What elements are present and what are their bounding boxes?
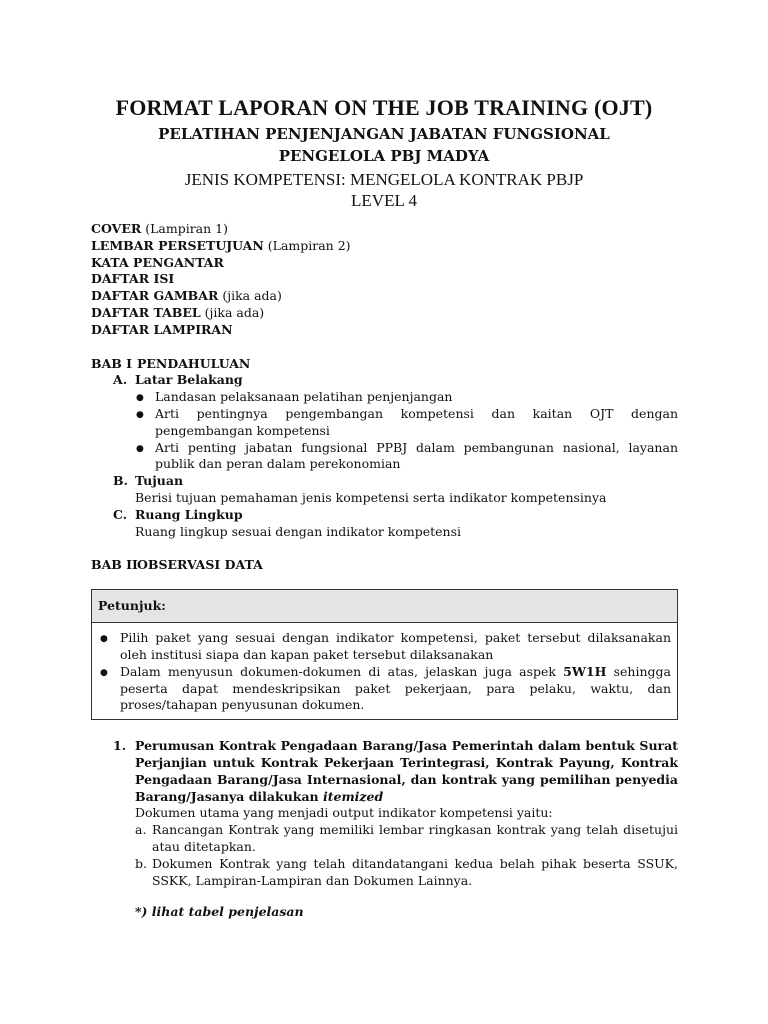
document-subtitle-2: PENGELOLA PBJ MADYA [278, 147, 490, 165]
level-label: LEVEL 4 [351, 191, 417, 210]
list-item: ● Landasan pelaksanaan pelatihan penjenjangan [155, 389, 678, 406]
front-matter-item: COVER (Lampiran 1) [91, 221, 228, 236]
instruction-box [91, 589, 678, 720]
list-item: ● Arti pentingnya pengembangan kompetensi dan kaitan OJT dengan pengembangan kompetensi [155, 406, 678, 440]
chapter-1-heading: BAB I PENDAHULUAN [91, 355, 251, 371]
instruction-box-body [92, 623, 677, 719]
front-matter-item: DAFTAR TABEL (jika ada) [91, 304, 265, 320]
section-a-heading: A. Latar Belakang [113, 372, 243, 388]
output-document-list [135, 822, 678, 889]
instruction-box-title: Petunjuk: [92, 590, 677, 623]
list-item: ● Dalam menyusun dokumen-dokumen di atas, jelaskan juga aspek 5W1H sehingga peserta dapat mendeskripsikan paket pekerjaan, para pelaku, waktu, dan proses/tahapan penyusunan dokumen. [120, 664, 671, 714]
section-b-heading: B. Tujuan [113, 473, 184, 489]
list-item: ● Pilih paket yang sesuai dengan indikator kompetensi, paket tersebut dilaksanakan oleh institusi siapa dan kapan paket tersebut dilaksanakan [120, 630, 671, 664]
observation-item-intro: Dokumen utama yang menjadi output indikator kompetensi yaitu: [135, 805, 553, 821]
front-matter-item: DAFTAR ISI [91, 271, 175, 287]
chapter-2-heading: BAB IIOBSERVASI DATA [91, 557, 263, 573]
list-item: b. Dokumen Kontrak yang telah ditandatangani kedua belah pihak beserta SSUK, SSKK, Lampiran-Lampiran dan Dokumen Lainnya. [135, 855, 678, 888]
list-item: ● Arti penting jabatan fungsional PPBJ dalam pembangunan nasional, layanan publik dan peran dalam perekonomian [155, 440, 678, 474]
document-body [91, 221, 678, 921]
front-matter-item: KATA PENGANTAR [91, 254, 224, 270]
section-b-description: Berisi tujuan pemahaman jenis kompetensi serta indikator kompetensinya [135, 489, 607, 505]
section-c-description: Ruang lingkup sesuai dengan indikator kompetensi [135, 523, 462, 539]
front-matter-item: DAFTAR GAMBAR (jika ada) [91, 288, 282, 304]
list-item: a. Rancangan Kontrak yang memiliki lembar ringkasan kontrak yang telah disetujui atau ditetapkan. [135, 822, 678, 854]
observation-item-1: 1. Perumusan Kontrak Pengadaan Barang/Jasa Pemerintah dalam bentuk Surat Perjanjian untuk Kontrak Pekerjaan Terintegrasi, Kontrak Payung, Kontrak Pengadaan Barang/Jasa Internasional, dan kontrak yang pemilihan penyedia Barang/Jasanya dilakukan itemized Dokumen utama yang menjadi output indikator kompetensi yaitu: a. Rancangan Kontrak yang memiliki lembar ringkasan kontrak yang telah disetujui atau ditetapkan. b. Dokumen Kontrak yang telah ditandatangani kedua belah pihak beserta SSUK, SSKK, Lampiran-Lampiran dan Dokumen Lainnya. [113, 738, 678, 888]
document-title-block [0, 95, 768, 211]
document-title: FORMAT LAPORAN ON THE JOB TRAINING (OJT) [115, 95, 653, 120]
observation-item-heading: Perumusan Kontrak Pengadaan Barang/Jasa Pemerintah dalam bentuk Surat Perjanjian untuk Kontrak Pekerjaan Terintegrasi, Kontrak Payung, Kontrak Pengadaan Barang/Jasa Internasional, dan kontrak yang pemilihan penyedia Barang/Jasanya dilakukan itemized [135, 738, 678, 804]
section-c-heading: C. Ruang Lingkup [113, 506, 243, 522]
competency-type: JENIS KOMPETENSI: MENGELOLA KONTRAK PBJP [184, 170, 584, 189]
front-matter-item: LEMBAR PERSETUJUAN (Lampiran 2) [91, 237, 351, 253]
document-subtitle-1: PELATIHAN PENJENJANGAN JABATAN FUNGSIONAL [158, 125, 610, 143]
table-reference-note: *) lihat tabel penjelasan [135, 904, 304, 920]
front-matter-list [91, 221, 678, 339]
front-matter-item: DAFTAR LAMPIRAN [91, 321, 233, 337]
background-bullet-list [91, 389, 678, 473]
